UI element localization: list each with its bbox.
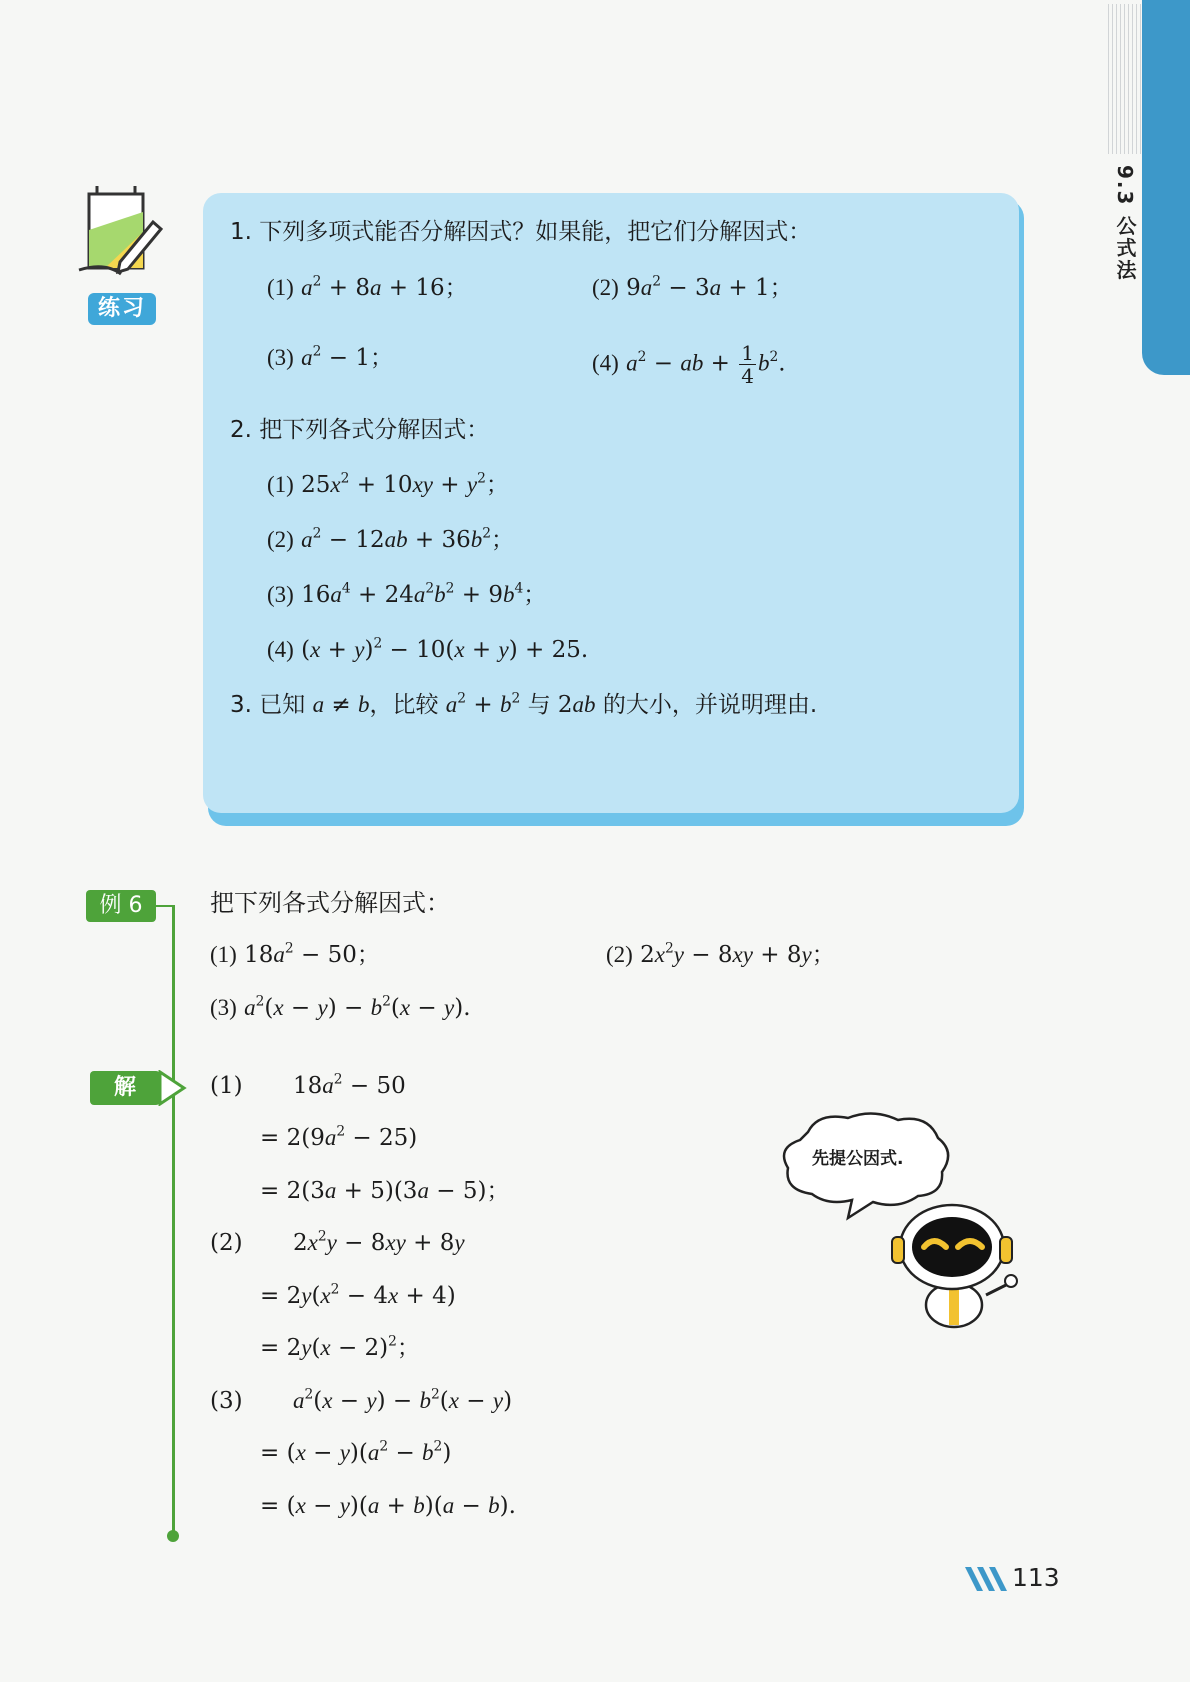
practice-q1-item-3: (3) $a^2 - 1$； <box>267 343 393 371</box>
practice-q2-item-2: (2) $a^2 - 12ab + 36b^2$； <box>267 525 515 553</box>
practice-q1-item-1: (1) $a^2 + 8a + 16$； <box>267 273 468 301</box>
section-side-tab <box>1142 0 1190 375</box>
solution-3-step-0: $a^2(x - y) - b^2(x - y)$ <box>293 1386 513 1414</box>
practice-badge: 练习 <box>88 293 156 325</box>
practice-q2-item-4: (4) $(x + y)^2 - 10(x + y) + 25$. <box>267 635 589 663</box>
speech-bubble-text: 先提公因式. <box>812 1149 904 1169</box>
example-item-2: (2) $2x^2y - 8xy + 8y$； <box>606 940 835 968</box>
solution-1-step-0: $18a^2 - 50$ <box>293 1071 406 1099</box>
example-vertical-line <box>172 905 175 1535</box>
practice-q1-item-4: (4) $a^2$ − ab + $\frac{1}{4}$ $b^2$. <box>592 341 786 388</box>
solution-2-step-2: = $2y(x - 2)^2$； <box>260 1333 420 1361</box>
solution-3-label: (3) <box>210 1388 243 1414</box>
example-item-1: (1) $18a^2 - 50$； <box>210 940 380 968</box>
page-number-stripes-icon <box>965 1565 1013 1593</box>
solution-1-step-2: = 2(3a + 5)(3a − 5)； <box>260 1178 510 1204</box>
practice-q2-item-1: (1) $25x^2 + 10xy + y^2$； <box>267 470 509 498</box>
edge-stripes <box>1108 4 1142 154</box>
robot-mascot-icon <box>888 1195 1018 1330</box>
solution-arrow-icon <box>158 1070 188 1106</box>
example-badge: 例 6 <box>86 890 156 922</box>
section-label: 9.3 公式法 <box>1113 165 1137 282</box>
solution-2-step-1: = $2y(x^2 - 4x + 4)$ <box>260 1281 456 1309</box>
page-number: 113 <box>1012 1563 1060 1592</box>
example-line-end-dot <box>167 1530 179 1542</box>
solution-1-label: (1) <box>210 1073 243 1099</box>
practice-q1-item-2: (2) $9a^2 - 3a + 1$； <box>592 273 793 301</box>
example-item-3: (3) $a^2(x - y) - b^2(x - y)$. <box>210 993 471 1021</box>
solution-3-step-2: = (x − y)(a + b)(a − b). <box>260 1493 516 1519</box>
solution-3-step-1: = $(x - y)(a^2 - b^2)$ <box>260 1438 452 1466</box>
pencil-notebook-icon <box>75 182 167 282</box>
practice-q2-stem: 2. 把下列各式分解因式： <box>230 417 490 443</box>
solution-badge: 解 <box>90 1071 160 1105</box>
solution-1-step-1: = $2(9a^2 - 25)$ <box>260 1123 418 1151</box>
solution-2-label: (2) <box>210 1230 243 1256</box>
example-stem: 把下列各式分解因式： <box>210 889 450 917</box>
practice-q1-stem: 1. 下列多项式能否分解因式？如果能，把它们分解因式： <box>230 219 812 245</box>
solution-2-step-0: $2x^2y - 8xy + 8y$ <box>293 1228 465 1256</box>
fraction-quarter: $\frac{1}{4}$ <box>741 341 754 388</box>
practice-q2-item-3: (3) $16a^4 + 24a^2b^2 + 9b^4$； <box>267 580 547 608</box>
practice-q3: 3. 已知 a ≠ b，比较 $a^2 + b^2$ 与 2ab 的大小，并说明理由. <box>230 690 818 718</box>
